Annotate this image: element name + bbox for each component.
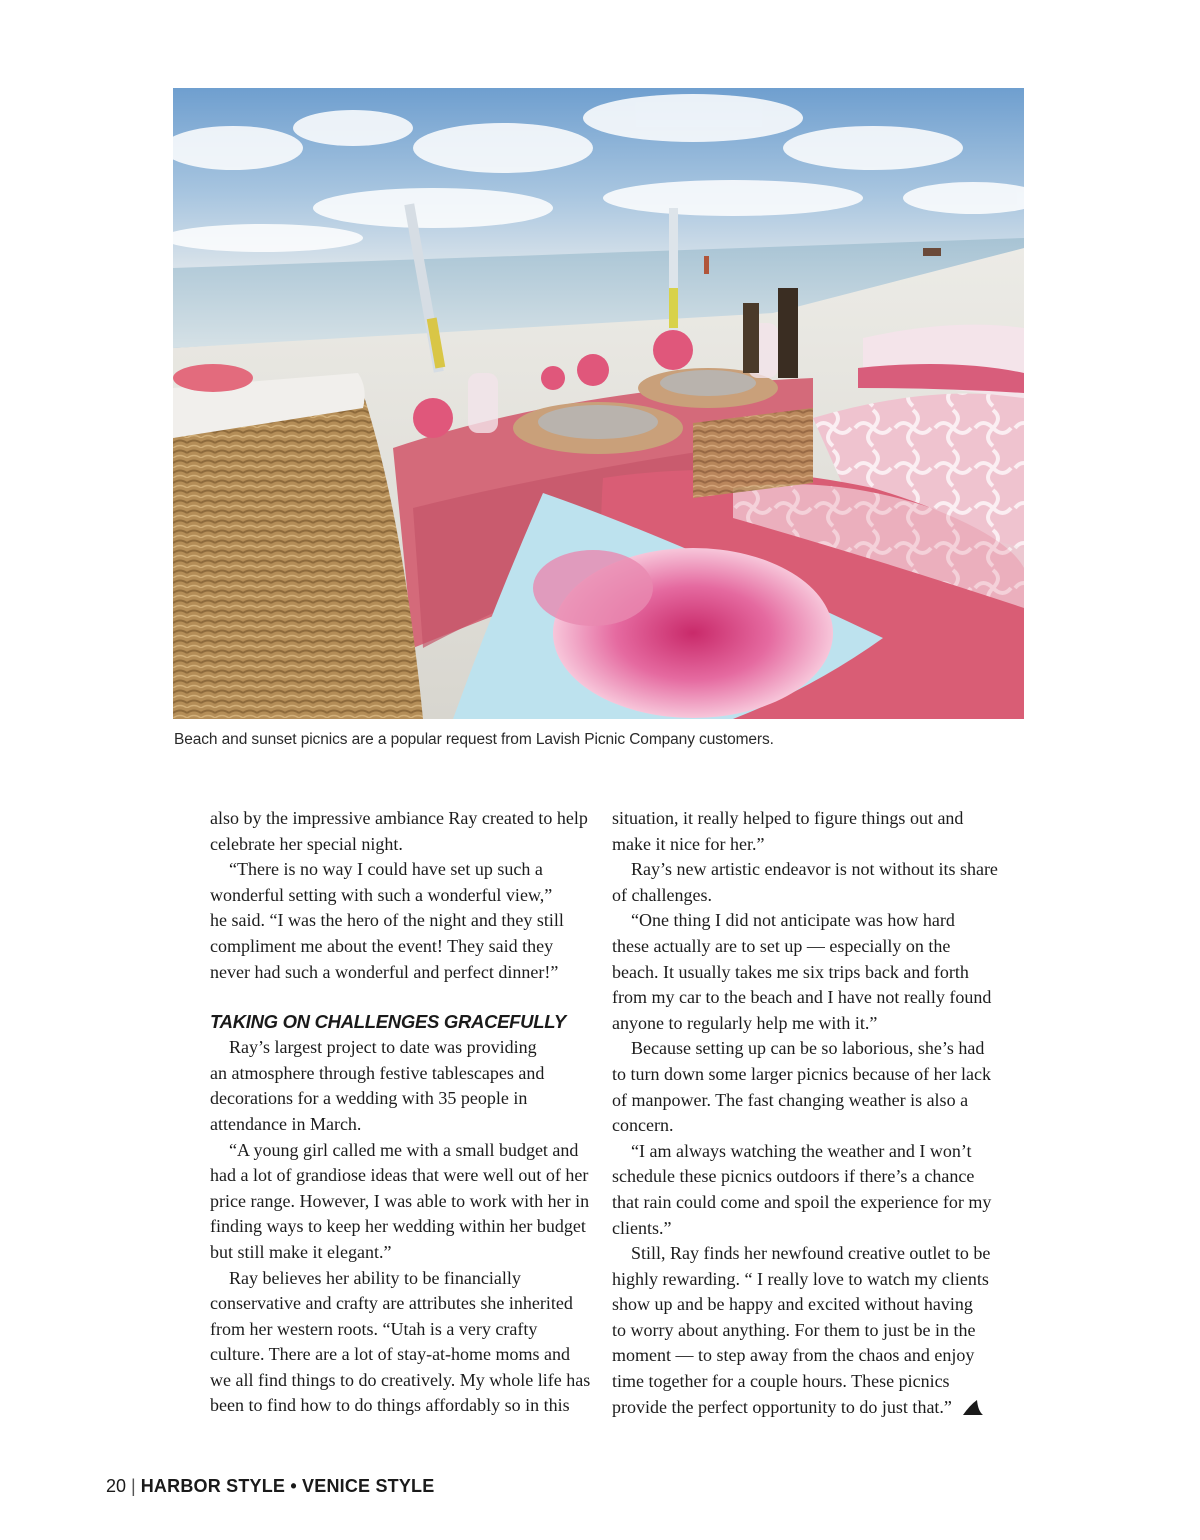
text-line: Ray’s largest project to date was providing	[229, 1037, 537, 1058]
beach-picnic-photo	[173, 88, 1024, 719]
text-line: highly rewarding. “ I really love to watch my clients	[612, 1268, 989, 1289]
text-line-end: provide the perfect opportunity to do just that.”	[612, 1396, 952, 1417]
article-column-right	[612, 806, 998, 1420]
text-line: that rain could come and spoil the experience for my	[612, 1191, 992, 1212]
text-line: Ray’s new artistic endeavor is not without its share	[631, 859, 998, 880]
text-line: Ray believes her ability to be financially	[229, 1267, 521, 1288]
paragraph	[210, 1035, 588, 1137]
paragraph	[612, 1139, 992, 1241]
text-line: anyone to regularly help me with it.”	[612, 1012, 878, 1033]
text-line: “One thing I did not anticipate was how hard	[631, 910, 955, 931]
text-line: been to find how to do things affordably so in this	[210, 1395, 570, 1416]
photo-caption: Beach and sunset picnics are a popular request from Lavish Picnic Company customers.	[174, 731, 774, 748]
text-line: concern.	[612, 1115, 674, 1136]
text-line: time together for a couple hours. These picnics	[612, 1371, 950, 1392]
text-line: compliment me about the event! They said they	[210, 935, 554, 956]
text-line: wonderful setting with such a wonderful view,”	[210, 884, 553, 905]
paragraph	[612, 1241, 992, 1420]
text-line: from my car to the beach and I have not really found	[612, 987, 992, 1008]
text-line: to turn down some larger picnics because of her lack	[612, 1063, 992, 1084]
text-line: he said. “I was the hero of the night and they still	[210, 910, 564, 931]
text-line: these actually are to set up — especially on the	[612, 935, 951, 956]
end-mark-fin-icon	[962, 1398, 984, 1416]
text-line: Because setting up can be so laborious, she’s had	[631, 1038, 985, 1059]
text-line: beach. It usually takes me six trips back and forth	[612, 961, 969, 982]
publication-name: HARBOR STYLE • VENICE STYLE	[140, 1476, 435, 1496]
text-line: also by the impressive ambiance Ray created to help	[210, 808, 588, 828]
text-line: show up and be happy and excited without having	[612, 1294, 973, 1315]
text-line: celebrate her special night.	[210, 833, 403, 854]
text-line: culture. There are a lot of stay-at-home moms and	[210, 1344, 571, 1365]
footer-separator: |	[131, 1476, 136, 1496]
paragraph	[612, 1036, 992, 1138]
text-line: conservative and crafty are attributes she inherited	[210, 1293, 573, 1314]
text-line: of manpower. The fast changing weather is also a	[612, 1089, 969, 1110]
text-line: had a lot of grandiose ideas that were well out of her	[210, 1165, 589, 1186]
text-line: Still, Ray finds her newfound creative outlet to be	[631, 1243, 991, 1264]
text-line: moment — to step away from the chaos and enjoy	[612, 1345, 975, 1366]
text-line: price range. However, I was able to work with her in	[210, 1190, 590, 1211]
text-line: attendance in March.	[210, 1113, 362, 1134]
paragraph	[210, 857, 588, 985]
text-line: schedule these picnics outdoors if there’s a chance	[612, 1166, 975, 1187]
paragraph	[210, 1138, 588, 1266]
text-line: “There is no way I could have set up such a	[229, 859, 543, 880]
text-line: to worry about anything. For them to just be in the	[612, 1319, 976, 1340]
section-subhead: TAKING ON CHALLENGES GRACEFULLY	[210, 1011, 566, 1033]
text-line: of challenges.	[612, 884, 712, 905]
text-line: “I am always watching the weather and I won’t	[631, 1140, 972, 1161]
article-column-left	[210, 806, 591, 1419]
paragraph	[210, 1266, 591, 1420]
paragraph	[612, 857, 998, 908]
text-line: but still make it elegant.”	[210, 1241, 392, 1262]
text-line: clients.”	[612, 1217, 672, 1238]
page-footer	[106, 1476, 434, 1497]
paragraph	[612, 806, 992, 857]
text-line: “A young girl called me with a small budget and	[229, 1139, 579, 1160]
text-line: finding ways to keep her wedding within her budget	[210, 1216, 586, 1237]
text-line: never had such a wonderful and perfect dinner!”	[210, 961, 559, 982]
text-line: an atmosphere through festive tablescapes and	[210, 1062, 545, 1083]
photo-illustration	[173, 88, 1024, 719]
paragraph	[210, 806, 588, 857]
text-line: we all find things to do creatively. My whole life has	[210, 1369, 591, 1390]
text-line: make it nice for her.”	[612, 833, 765, 854]
text-line: from her western roots. “Utah is a very crafty	[210, 1318, 538, 1339]
text-line: decorations for a wedding with 35 people in	[210, 1088, 528, 1109]
text-line: situation, it really helped to figure things out and	[612, 808, 964, 828]
last-text-line	[612, 1395, 992, 1421]
paragraph	[612, 908, 992, 1036]
page-number: 20	[106, 1476, 127, 1496]
